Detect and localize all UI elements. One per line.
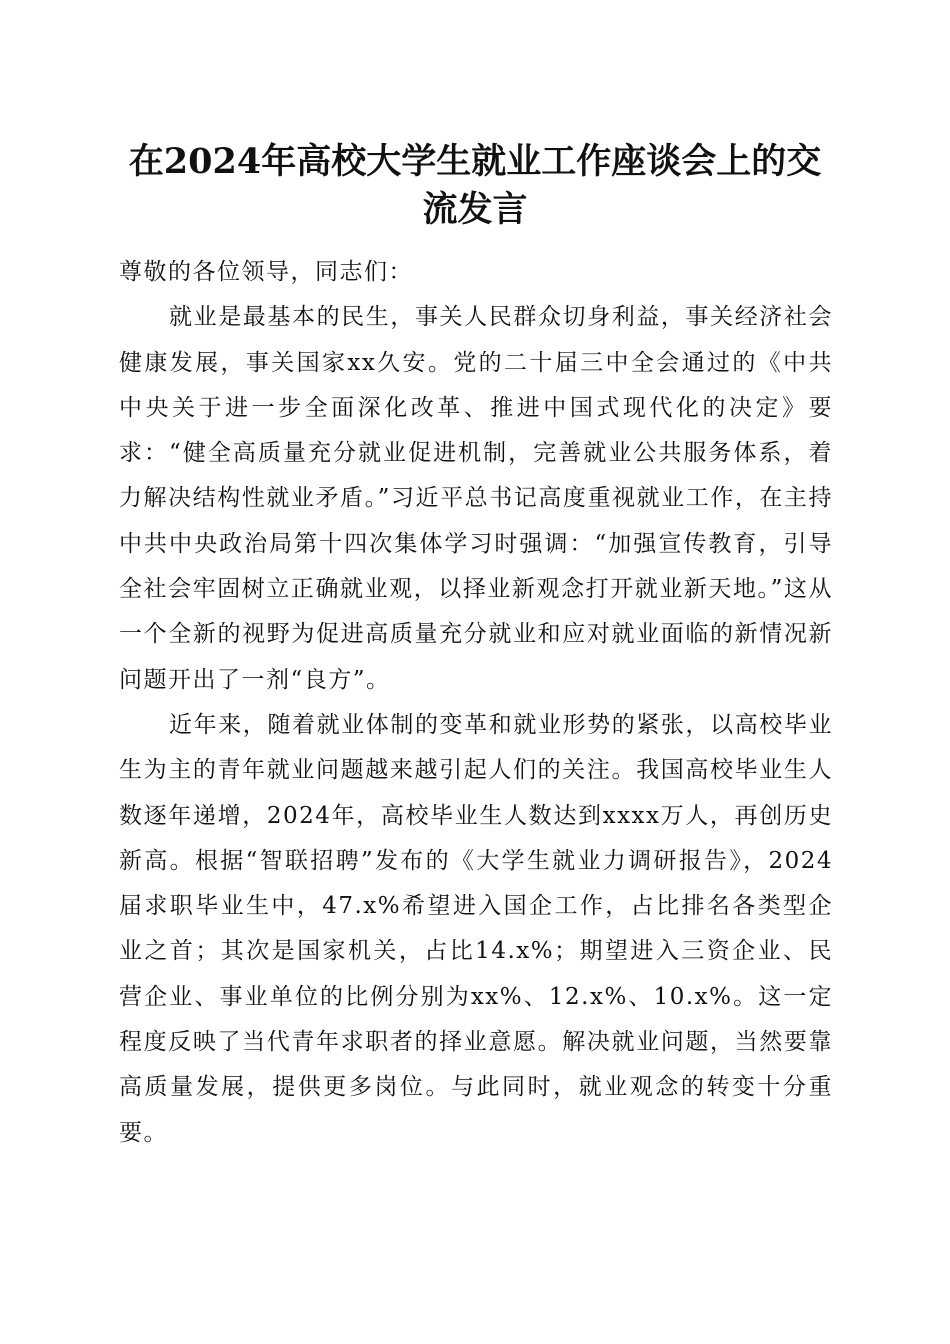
- document-title: [100, 138, 850, 234]
- paragraph-2: 近年来，随着就业体制的变革和就业形势的紧张，以高校毕业生为主的青年就业问题越来越引起人们的关注。我国高校毕业生人数逐年递增，2024年，高校毕业生人数达到xxxx万人，再创历史新高。根据“智联招聘”发布的《大学生就业力调研报告》，2024届求职毕业生中，47.x%希望进入国企工作，占比排名各类型企业之首；其次是国家机关，占比14.x%；期望进入三资企业、民营企业、事业单位的比例分别为xx%、12.x%、10.x%。这一定程度反映了当代青年求职者的择业意愿。解决就业问题，当然要靠高质量发展，提供更多岗位。与此同时，就业观念的转变十分重要。: [119, 711, 833, 1146]
- paragraph-1: 就业是最基本的民生，事关人民群众切身利益，事关经济社会健康发展，事关国家xx久安。党的二十届三中全会通过的《中共中央关于进一步全面深化改革、推进中国式现代化的决定》要求：“健全高质量充分就业促进机制，完善就业公共服务体系，着力解决结构性就业矛盾。”习近平总书记高度重视就业工作，在主持中共中央政治局第十四次集体学习时强调：“加强宣传教育，引导全社会牢固树立正确就业观，以择业新观念打开就业新天地。”这从一个全新的视野为促进高质量充分就业和应对就业面临的新情况新问题开出了一剂“良方”。: [119, 304, 833, 693]
- title-line-1: 在2024年高校大学生就业工作座谈会上的交: [128, 141, 822, 182]
- title-line-2: 流发言: [422, 189, 528, 230]
- document-body: [119, 250, 833, 1156]
- salutation: 尊敬的各位领导，同志们：: [119, 259, 413, 285]
